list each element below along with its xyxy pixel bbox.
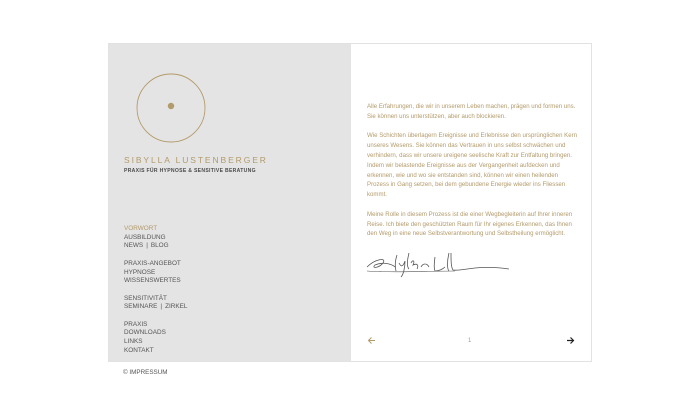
paragraph: Alle Erfahrungen, die wir in unserem Leben machen, prägen und formen uns. Sie können uns unterstützen, aber auch blockieren. [367,103,576,120]
nav-item-blog[interactable]: BLOG [150,242,169,250]
nav-item-ausbildung[interactable]: AUSBILDUNG [124,233,166,241]
nav-group-intro [124,225,187,251]
nav-item-seminare[interactable]: SEMINARE [124,303,158,311]
nav-item-hypnose[interactable]: HYPNOSE [124,268,156,276]
main-nav [124,225,187,364]
nav-item-links[interactable]: LINKS [124,338,143,346]
brand-subtitle: PRAXIS FÜR HYPNOSE & SENSITIVE BERATUNG [124,168,256,174]
nav-separator: | [160,303,163,311]
paragraph: Meine Rolle in diesem Prozess ist die einer Wegbegleiterin auf Ihrer inneren Reise. Ich biete den geschützten Raum für Ihr eigenes Erkennen, das Ihnen den Weg in eine neue Selbstverantwortung und Selbstheilung ermöglicht. [367,210,573,238]
impressum-link[interactable]: © IMPRESSUM [123,369,168,376]
nav-item-wissenswertes[interactable]: WISSENSWERTES [124,277,181,285]
nav-item-zirkel[interactable]: ZIRKEL [165,303,188,311]
logo-circle-icon [135,72,207,144]
nav-item-vorwort[interactable]: VORWORT [124,225,158,232]
nav-item-praxis-angebot[interactable]: PRAXIS-ANGEBOT [124,259,181,267]
signature-image [365,249,515,279]
nav-group-praxis [124,321,187,356]
sidebar [109,44,351,361]
page-number: 1 [468,338,472,344]
nav-separator: | [146,242,148,250]
pager [351,336,591,348]
page-frame [108,43,592,362]
nav-item-kontakt[interactable]: KONTAKT [124,346,154,354]
nav-item-downloads[interactable]: DOWNLOADS [124,329,166,337]
brand-name: SIBYLLA LUSTENBERGER [124,155,268,165]
content-panel [351,44,591,361]
intro-text [367,102,579,249]
arrow-left-icon[interactable] [367,336,376,345]
nav-group-sensitivitaet [124,295,187,312]
nav-item-news[interactable]: NEWS [124,242,144,250]
arrow-right-icon[interactable] [566,336,575,345]
nav-item-praxis[interactable]: PRAXIS [124,320,148,328]
nav-group-angebot [124,260,187,286]
nav-item-sensitivitaet[interactable]: SENSITIVITÄT [124,294,167,302]
paragraph: Wie Schichten überlagern Ereignisse und Erlebnisse den ursprünglichen Kern unseres Wesens. Sie können das Vertrauen in uns selbst schwächen und verhindern, dass wir unsere ureigene seelische Kraft zur Entfaltung bringen. Indem wir belastende Ereignisse aus der Vergangenheit aufdecken und erkennen, wie und wo sie entstanden sind, können wir einen heilenden Prozess in Gang setzen, bei dem gebundene Energie wieder ins Fliessen kommt. [367,132,578,199]
